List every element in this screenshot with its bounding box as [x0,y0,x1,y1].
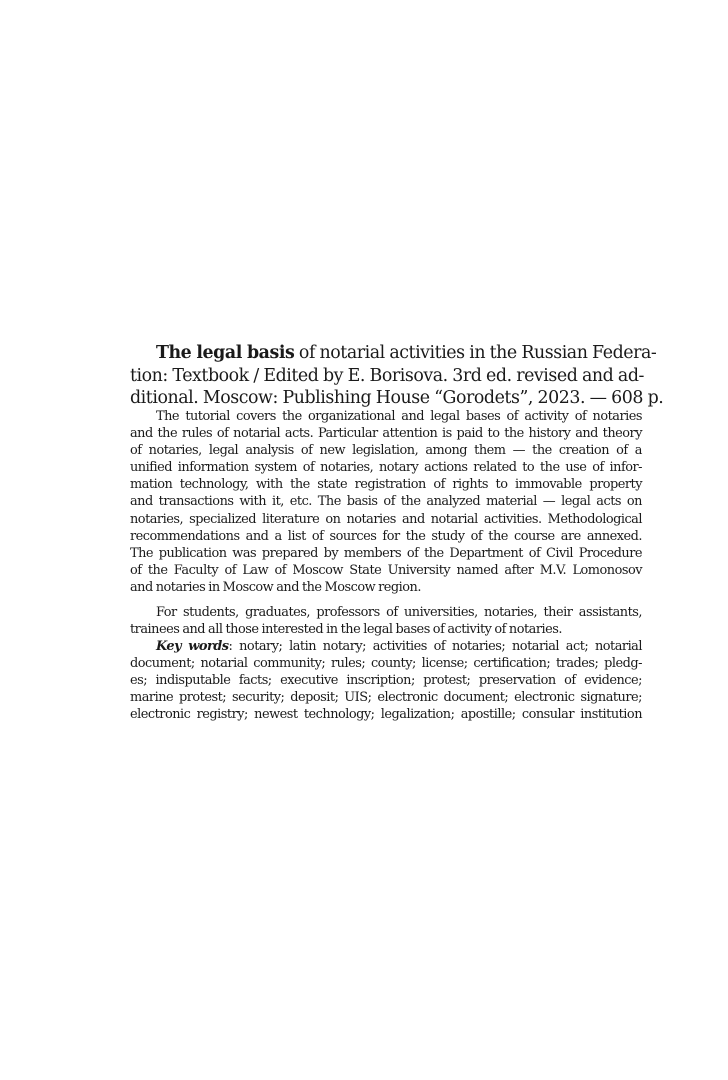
keywords-line-1-text: : notary; latin notary; activities of notaries; notarial act; notarial [228,639,642,654]
keywords-label: Key words [156,639,229,654]
abstract-line: and the rules of notarial acts. Particular attention is paid to the history and theory [130,426,642,442]
keywords-line: electronic registry; newest technology; legalization; apostille; consular institution [130,707,642,723]
bibliographic-citation [130,342,664,410]
abstract-line: of the Faculty of Law of Moscow State University named after M.V. Lomonosov [130,562,642,578]
abstract-line: mation technology, with the state registration of rights to immovable property [130,477,642,493]
citation-title: The legal basis [156,343,295,363]
audience-line: For students, graduates, professors of universities, notaries, their assistants, [156,605,642,620]
keywords-line [130,638,642,655]
abstract-line: unified information system of notaries, notary actions related to the use of infor- [130,460,642,476]
keywords-line: marine protest; security; deposit; UIS; electronic document; electronic signature; [130,690,642,706]
citation-line-2: tion: Textbook / Edited by E. Borisova. 3rd ed. revised and ad- [130,365,644,386]
audience-line: trainees and all those interested in the legal bases of activity of notaries. [130,622,562,638]
audience-paragraph [130,604,642,638]
citation-line-3: ditional. Moscow: Publishing House “Gorodets”, 2023. — 608 p. [130,388,664,408]
abstract-line: and transactions with it, etc. The basis of the analyzed material — legal acts on [130,494,642,510]
abstract-line: The publication was prepared by members of the Department of Civil Procedure [130,545,642,561]
keywords-line: es; indisputable facts; executive inscription; protest; preservation of evidence; [130,673,642,689]
abstract-line: notaries, specialized literature on notaries and notarial activities. Methodological [130,511,642,527]
abstract-line: of notaries, legal analysis of new legislation, among them — the creation of a [130,443,642,459]
abstract-line: The tutorial covers the organizational and legal bases of activity of notaries [156,409,642,424]
abstract-line: recommendations and a list of sources for the study of the course are annexed. [130,528,642,544]
citation-line-1-text: of notarial activities in the Russian Federa- [294,343,657,363]
citation-line-1 [130,342,657,365]
abstract-line: and notaries in Moscow and the Moscow region. [130,579,421,595]
keywords-paragraph [130,638,642,723]
abstract-paragraph [130,408,642,596]
keywords-line: document; notarial community; rules; county; license; certification; trades; pledg- [130,656,642,672]
